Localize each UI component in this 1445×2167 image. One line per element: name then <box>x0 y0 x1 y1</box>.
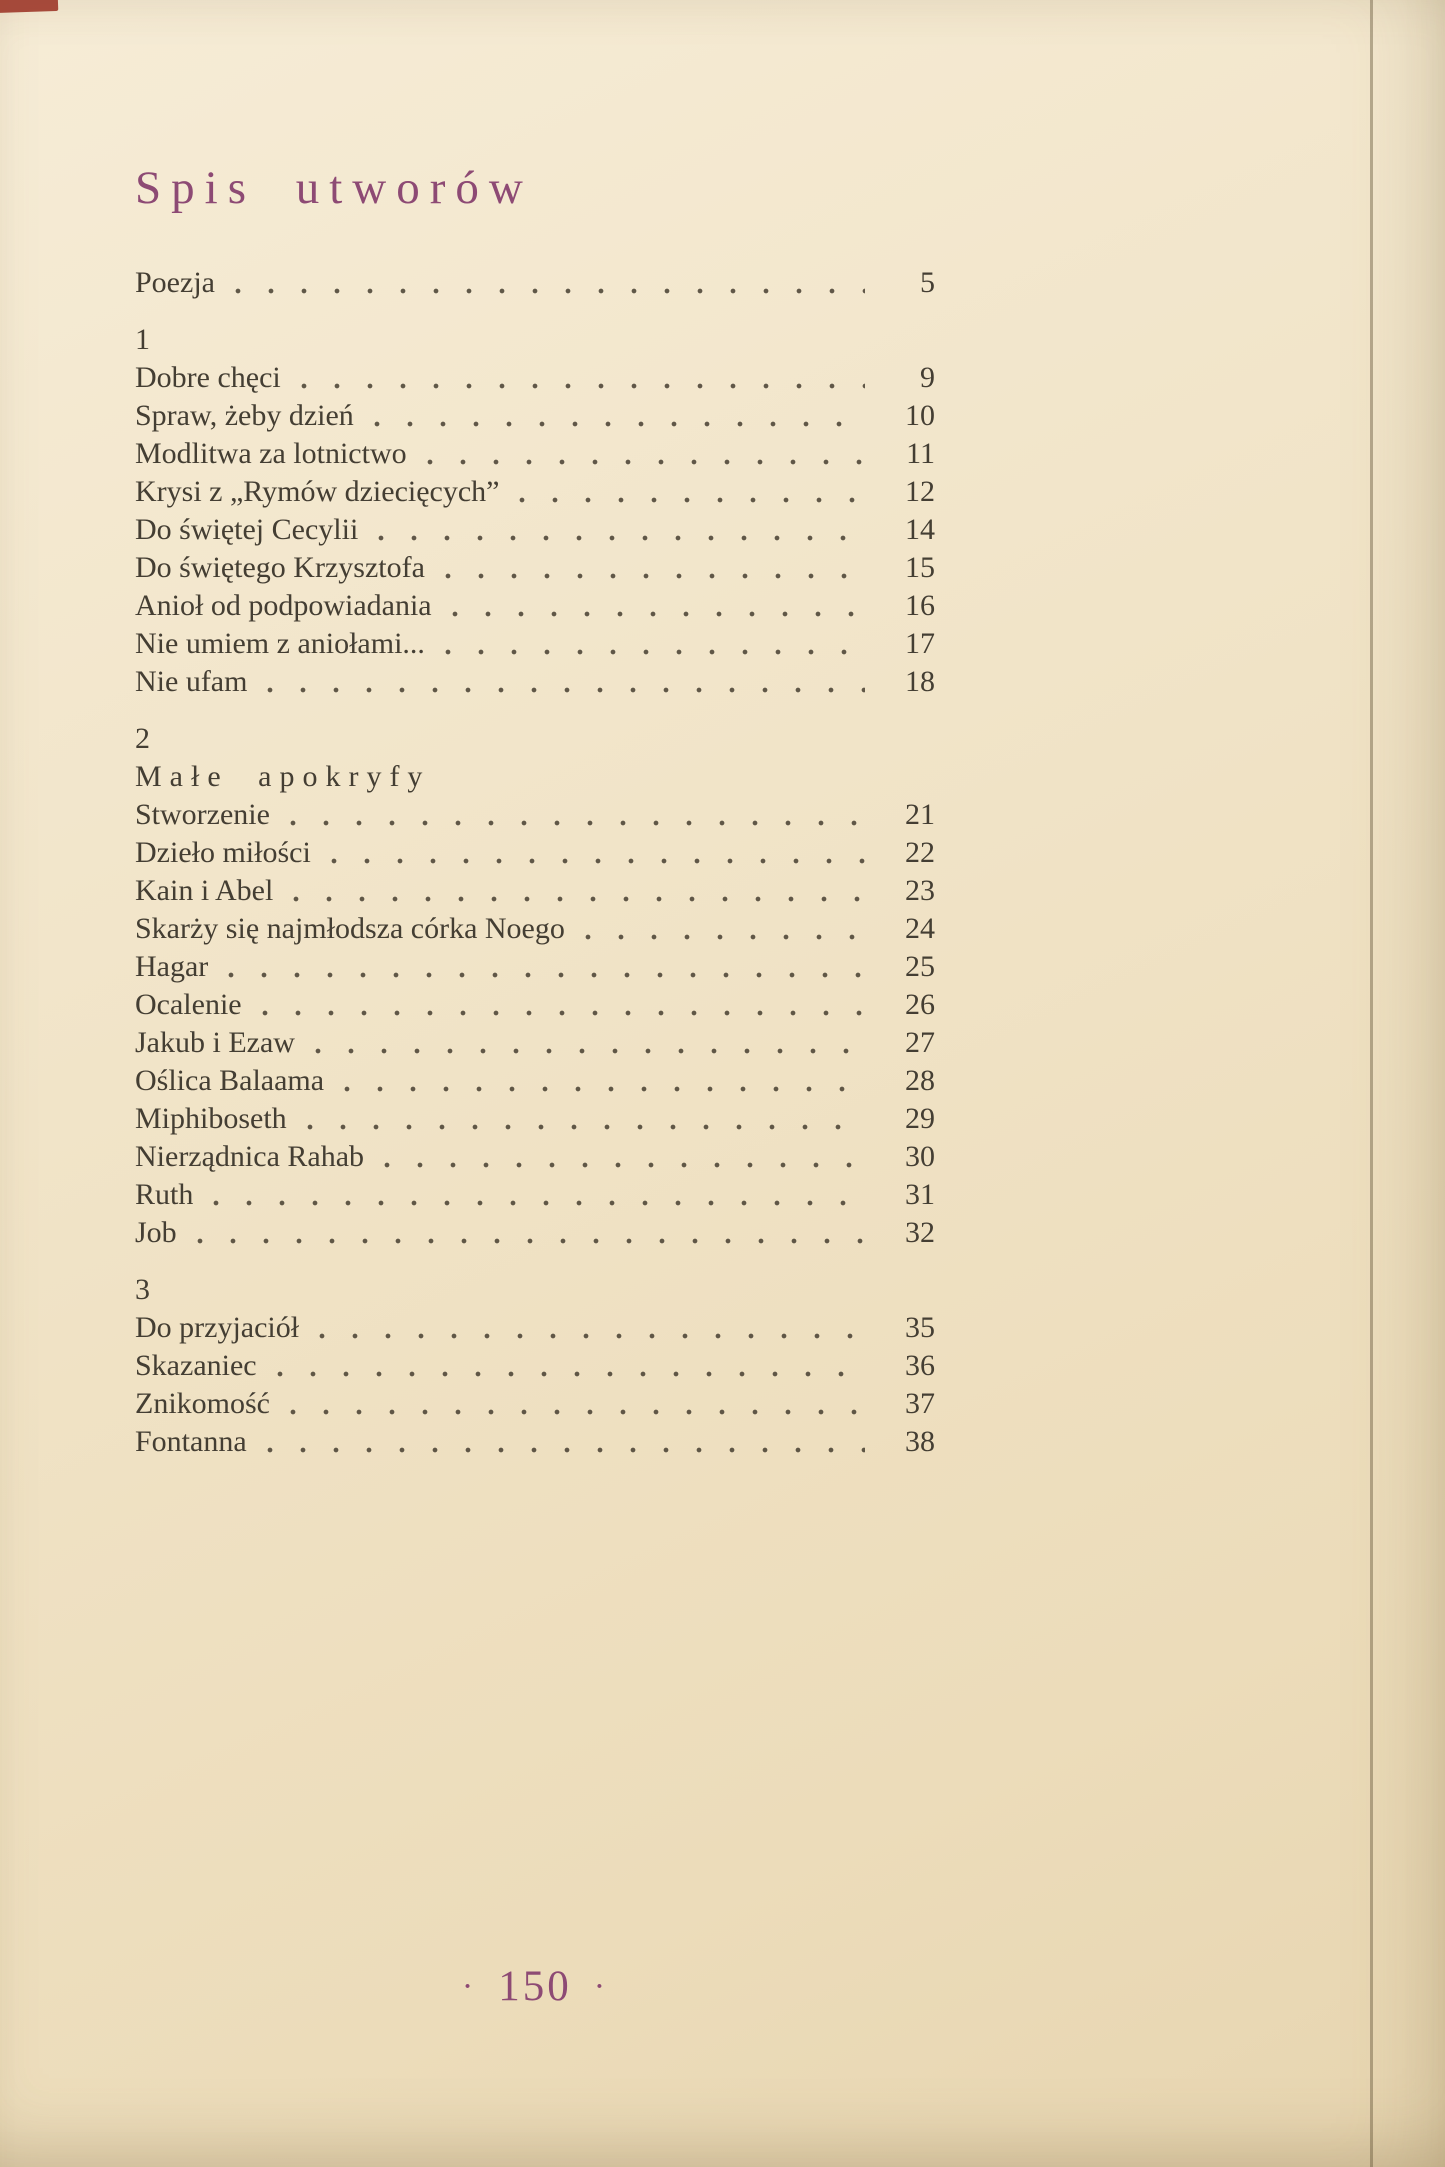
toc-entry-page: 25 <box>905 950 935 983</box>
toc-entry-label: Ocalenie <box>135 988 242 1021</box>
toc-entry-label: Skazaniec <box>135 1349 257 1382</box>
toc-entry-label: 1 <box>135 323 150 356</box>
toc-entry <box>135 397 935 435</box>
toc-entry-label: Hagar <box>135 950 209 983</box>
dot-leader <box>445 573 865 579</box>
page-edge-line <box>1370 0 1373 2167</box>
dot-leader <box>331 858 865 864</box>
dot-leader <box>445 649 865 655</box>
toc-entry-page: 29 <box>905 1102 935 1135</box>
dot-leader <box>290 1409 865 1415</box>
toc-entry <box>135 1214 935 1252</box>
toc-entry-page: 31 <box>905 1178 935 1211</box>
toc-entry-page: 10 <box>905 399 935 432</box>
dot-leader <box>228 972 865 978</box>
toc-entry <box>135 1024 935 1062</box>
dot-leader <box>307 1124 865 1130</box>
toc-entry-page: 36 <box>905 1349 935 1382</box>
toc-entry-page: 18 <box>905 665 935 698</box>
toc-entry-page: 17 <box>905 627 935 660</box>
toc-entry-label: Anioł od podpowiadania <box>135 589 432 622</box>
toc-entry-label: Miphiboseth <box>135 1102 287 1135</box>
folio-number: 150 <box>498 1963 572 2010</box>
dot-leader <box>213 1200 865 1206</box>
toc-entry-label: Ruth <box>135 1178 194 1211</box>
dot-leader <box>262 1010 865 1016</box>
toc-entry <box>135 264 935 302</box>
toc-entry <box>135 1100 935 1138</box>
toc-entry-label: Nie umiem z aniołami... <box>135 627 425 660</box>
toc-entry-label: Do świętej Cecylii <box>135 513 359 546</box>
toc-entry-page: 35 <box>905 1311 935 1344</box>
toc-entry <box>135 1423 935 1461</box>
toc-entry-page: 24 <box>905 912 935 945</box>
toc-subtitle <box>135 758 935 796</box>
toc-entry <box>135 986 935 1024</box>
toc-section-number <box>135 321 935 359</box>
toc-entry-page: 27 <box>905 1026 935 1059</box>
toc-entry <box>135 549 935 587</box>
toc-entry-page: 11 <box>906 437 935 470</box>
folio-left-dot: · <box>461 1968 477 2005</box>
dot-leader <box>344 1086 865 1092</box>
dot-leader <box>374 421 865 427</box>
toc-entry <box>135 435 935 473</box>
dot-leader <box>235 288 865 294</box>
toc-entry <box>135 796 935 834</box>
toc-entry-label: 3 <box>135 1273 150 1306</box>
toc-entry-label: Kain i Abel <box>135 874 274 907</box>
page-number <box>135 1962 935 2011</box>
toc-entry-label: Poezja <box>135 266 215 299</box>
toc-entry-page: 21 <box>905 798 935 831</box>
toc-entry-page: 37 <box>905 1387 935 1420</box>
toc-entry-page: 23 <box>905 874 935 907</box>
toc-entry-label: Modlitwa za lotnictwo <box>135 437 407 470</box>
toc-entry-page: 12 <box>905 475 935 508</box>
dot-leader <box>319 1333 865 1339</box>
toc-list <box>135 264 935 1461</box>
dot-leader <box>378 535 865 541</box>
toc-entry-label: Małe apokryfy <box>135 760 431 793</box>
toc-entry <box>135 359 935 397</box>
toc-entry-page: 9 <box>920 361 935 394</box>
toc-section-number <box>135 720 935 758</box>
dot-leader <box>267 1447 865 1453</box>
toc-entry-page: 30 <box>905 1140 935 1173</box>
toc-section-number <box>135 1271 935 1309</box>
toc-entry <box>135 587 935 625</box>
toc-entry <box>135 1062 935 1100</box>
toc-entry-label: Dzieło miłości <box>135 836 311 869</box>
toc-entry-page: 5 <box>920 266 935 299</box>
dot-leader <box>384 1162 865 1168</box>
toc-entry-page: 16 <box>905 589 935 622</box>
toc-entry-label: Fontanna <box>135 1425 247 1458</box>
toc-entry-label: Spraw, żeby dzień <box>135 399 354 432</box>
toc-entry-label: Krysi z „Rymów dziecięcych” <box>135 475 500 508</box>
dot-leader <box>427 459 865 465</box>
page-content <box>135 158 935 1461</box>
dot-leader <box>585 934 865 940</box>
toc-entry-label: Dobre chęci <box>135 361 281 394</box>
dot-leader <box>519 497 865 503</box>
dot-leader <box>315 1048 865 1054</box>
page-title: Spis utworów <box>135 162 533 214</box>
toc-entry <box>135 663 935 701</box>
dot-leader <box>452 611 865 617</box>
dot-leader <box>277 1371 865 1377</box>
dot-leader <box>267 687 865 693</box>
toc-entry-page: 38 <box>905 1425 935 1458</box>
dot-leader <box>293 896 865 902</box>
toc-entry <box>135 872 935 910</box>
dot-leader <box>197 1238 865 1244</box>
toc-entry <box>135 910 935 948</box>
toc-entry-label: Do świętego Krzysztofa <box>135 551 425 584</box>
toc-entry <box>135 473 935 511</box>
toc-entry <box>135 948 935 986</box>
toc-entry-label: Jakub i Ezaw <box>135 1026 295 1059</box>
toc-entry-label: Stworzenie <box>135 798 270 831</box>
toc-entry-label: Nierządnica Rahab <box>135 1140 365 1173</box>
corner-mark <box>0 0 58 13</box>
toc-entry-page: 26 <box>905 988 935 1021</box>
toc-entry-label: 2 <box>135 722 150 755</box>
toc-entry <box>135 834 935 872</box>
toc-entry-label: Oślica Balaama <box>135 1064 325 1097</box>
toc-entry-label: Skarży się najmłodsza córka Noego <box>135 912 565 945</box>
toc-entry <box>135 1385 935 1423</box>
toc-entry-label: Znikomość <box>135 1387 270 1420</box>
toc-entry-page: 14 <box>905 513 935 546</box>
toc-entry <box>135 1347 935 1385</box>
toc-entry-page: 22 <box>905 836 935 869</box>
toc-entry-page: 32 <box>905 1216 935 1249</box>
toc-entry-page: 28 <box>905 1064 935 1097</box>
toc-entry-page: 15 <box>905 551 935 584</box>
toc-entry <box>135 1138 935 1176</box>
folio-right-dot: · <box>593 1968 609 2005</box>
toc-entry-label: Job <box>135 1216 177 1249</box>
dot-leader <box>301 383 865 389</box>
toc-entry-label: Do przyjaciół <box>135 1311 300 1344</box>
toc-entry-label: Nie ufam <box>135 665 248 698</box>
toc-entry <box>135 511 935 549</box>
toc-entry <box>135 1176 935 1214</box>
toc-entry <box>135 1309 935 1347</box>
dot-leader <box>290 820 865 826</box>
toc-entry <box>135 625 935 663</box>
